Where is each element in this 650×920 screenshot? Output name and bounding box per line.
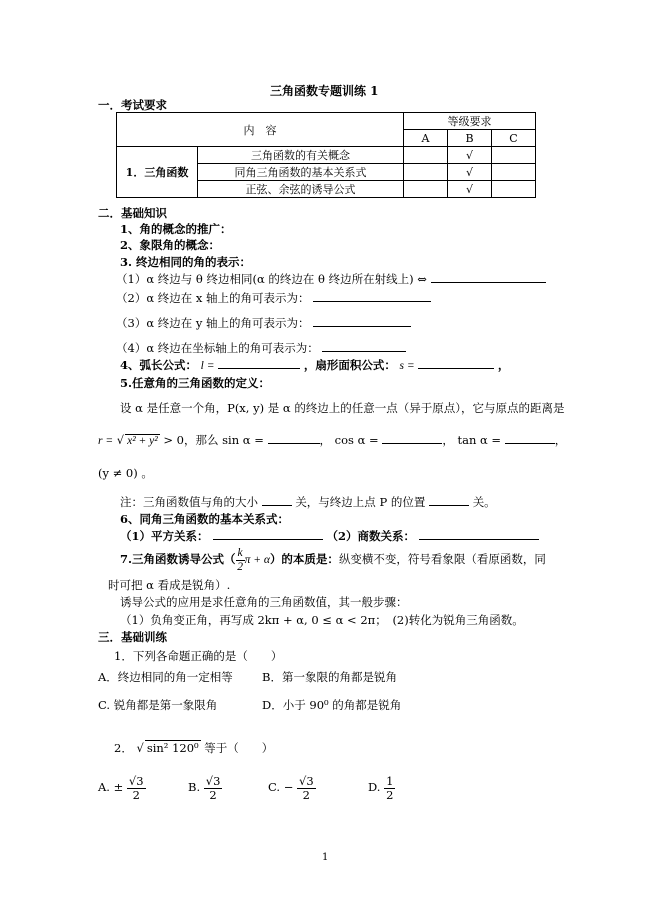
q2-number: 2．: [114, 741, 133, 755]
sub-3-text: （3）α 终边在 y 轴上的角可表示为：: [116, 316, 310, 330]
blank-sin[interactable]: [268, 432, 320, 444]
check-mark: √: [448, 164, 492, 181]
blank-4[interactable]: [322, 340, 406, 352]
requirements-table: [116, 112, 536, 198]
k-over-2-fraction: $\frac{k}{2}$: [237, 547, 243, 573]
question-2: [114, 740, 273, 756]
definition-line: 设 α 是任意一个角，P(x, y) 是 α 的终边上的任意一点（异于原点），它与原点的距离是: [120, 401, 565, 415]
page-number: 1: [322, 852, 329, 863]
knowledge-1: 1、角的概念的推广：: [120, 222, 232, 236]
header-level: 等级要求: [404, 113, 536, 130]
cos-label: cos α =: [334, 433, 379, 447]
sqrt3-over-2-fraction: $\frac{√3}{2}$: [128, 774, 144, 802]
sqrt-radical-icon: √: [136, 741, 144, 755]
knowledge-5: 5.任意角的三角函数的定义：: [120, 376, 271, 390]
blank-quotient[interactable]: [419, 528, 539, 540]
knowledge-2: 2、象限角的概念：: [120, 238, 221, 252]
sub-1: [116, 271, 546, 287]
sub-2: [116, 290, 431, 306]
sector-formula-label: ，扇形面积公式：: [303, 358, 396, 372]
level-a: A: [404, 130, 448, 147]
sqrt3-over-2-fraction: $\frac{√3}{2}$: [205, 774, 221, 802]
level-b: B: [448, 130, 492, 147]
question-1: 1．下列各命题正确的是（ ）: [114, 649, 283, 663]
table-row-item: 三角函数的有关概念: [198, 147, 404, 164]
q1-option-b[interactable]: B．第一象限的角都是锐角: [262, 670, 397, 684]
q1-option-d[interactable]: D．小于 90⁰ 的角都是锐角: [262, 698, 402, 712]
q2-option-b-label: B.: [188, 780, 201, 795]
blank-arc[interactable]: [218, 357, 300, 369]
note-b: 关，与终边上点 P 的位置: [295, 495, 426, 509]
blank-note-1[interactable]: [262, 494, 292, 506]
sector-formula-var: s =: [399, 360, 415, 372]
sub-4: [116, 340, 406, 356]
blank-note-2[interactable]: [429, 494, 469, 506]
section-heading-3: 三．基础训练: [98, 630, 167, 644]
note-c: 关。: [472, 495, 496, 509]
q2-text: 等于（ ）: [204, 741, 274, 755]
header-content: 内 容: [117, 113, 404, 147]
induction-steps-intro: 诱导公式的应用是求任意角的三角函数值，其一般步骤：: [120, 595, 408, 609]
blank-sector[interactable]: [418, 357, 494, 369]
arc-formula-var: l =: [200, 360, 215, 372]
k7-angle: π + α: [244, 554, 270, 567]
def-condition: > 0，那么: [163, 433, 219, 447]
q1-option-a[interactable]: A．终边相同的角一定相等: [98, 670, 233, 684]
tan-label: tan α =: [457, 433, 502, 447]
section-heading-2: 二．基础知识: [98, 206, 167, 220]
definition-formulas: r = √ x² + y² > 0，那么 sin α = ， cos α = ， tan α = ，: [98, 433, 567, 447]
tan-condition: (y ≠ 0) 。: [98, 466, 153, 480]
note-a: 注：三角函数值与角的大小: [120, 495, 258, 509]
note-line: [120, 494, 496, 510]
q2-option-a[interactable]: A. ± $\frac{√3}{2}$: [98, 774, 144, 802]
section-heading-1: 一．考试要求: [98, 98, 167, 112]
sub-4-text: （4）α 终边在坐标轴上的角可表示为：: [116, 341, 319, 355]
sqrt-radical-icon: √: [116, 433, 125, 447]
knowledge-6: 6、同角三角函数的基本关系式：: [120, 512, 289, 526]
k7-continued: 时可把 α 看成是锐角）.: [108, 578, 231, 592]
induction-steps: （1）负角变正角，再写成 2kπ + α, 0 ≤ α < 2π； (2)转化为锐角三角函数。: [120, 613, 524, 627]
blank-square[interactable]: [213, 528, 323, 540]
arc-formula-label: 4、弧长公式：: [120, 358, 198, 372]
k7-label: 7.三角函数诱导公式（: [120, 552, 236, 567]
knowledge-4-end: ，: [497, 358, 510, 372]
sub-2-text: （2）α 终边在 x 轴上的角可表示为：: [116, 291, 310, 305]
sub-3: [116, 315, 411, 331]
knowledge-7: [120, 547, 546, 573]
page-title: 三角函数专题训练 1: [270, 84, 379, 98]
k7-essence: ）的本质是：: [269, 552, 339, 567]
blank-tan[interactable]: [505, 432, 555, 444]
blank-2[interactable]: [313, 290, 431, 302]
knowledge-4: [120, 357, 509, 373]
q2-option-d[interactable]: [368, 775, 395, 801]
q2-option-c-label: C.: [268, 780, 281, 795]
blank-3[interactable]: [313, 315, 411, 327]
k7-rule: 纵变横不变，符号看象限（看原函数，同: [338, 552, 546, 567]
square-relation-label: （1）平方关系：: [120, 529, 209, 543]
q2-radicand: sin² 120⁰: [146, 741, 199, 755]
check-mark: √: [448, 181, 492, 198]
blank-cos[interactable]: [382, 432, 442, 444]
q2-option-c[interactable]: C. − $\frac{√3}{2}$: [268, 774, 314, 802]
q1-option-c[interactable]: C. 锐角都是第一象限角: [98, 698, 218, 712]
check-mark: √: [448, 147, 492, 164]
q2-option-d-label: D.: [368, 780, 381, 795]
one-half-fraction: $\frac{1}{2}$: [386, 774, 394, 802]
topic-cell: 1．三角函数: [117, 147, 198, 198]
quotient-relation-label: （2）商数关系：: [326, 529, 416, 543]
knowledge-3: 3. 终边相同的角的表示：: [120, 255, 252, 269]
blank-1[interactable]: [431, 271, 546, 283]
table-row-item: 正弦、余弦的诱导公式: [198, 181, 404, 198]
radicand: x² + y²: [127, 435, 158, 447]
knowledge-6-relations: [120, 528, 539, 544]
level-c: C: [492, 130, 536, 147]
sqrt3-over-2-fraction: $\frac{√3}{2}$: [299, 774, 314, 802]
sub-1-text: （1）α 终边与 θ 终边相同(α 的终边在 θ 终边所在射线上) ⇔: [116, 272, 427, 286]
sin-label: sin α =: [222, 433, 264, 447]
table-row-item: 同角三角函数的基本关系式: [198, 164, 404, 181]
r-var: r =: [98, 435, 114, 447]
q2-option-b[interactable]: [188, 775, 222, 801]
q2-option-a-label: A.: [98, 780, 110, 795]
